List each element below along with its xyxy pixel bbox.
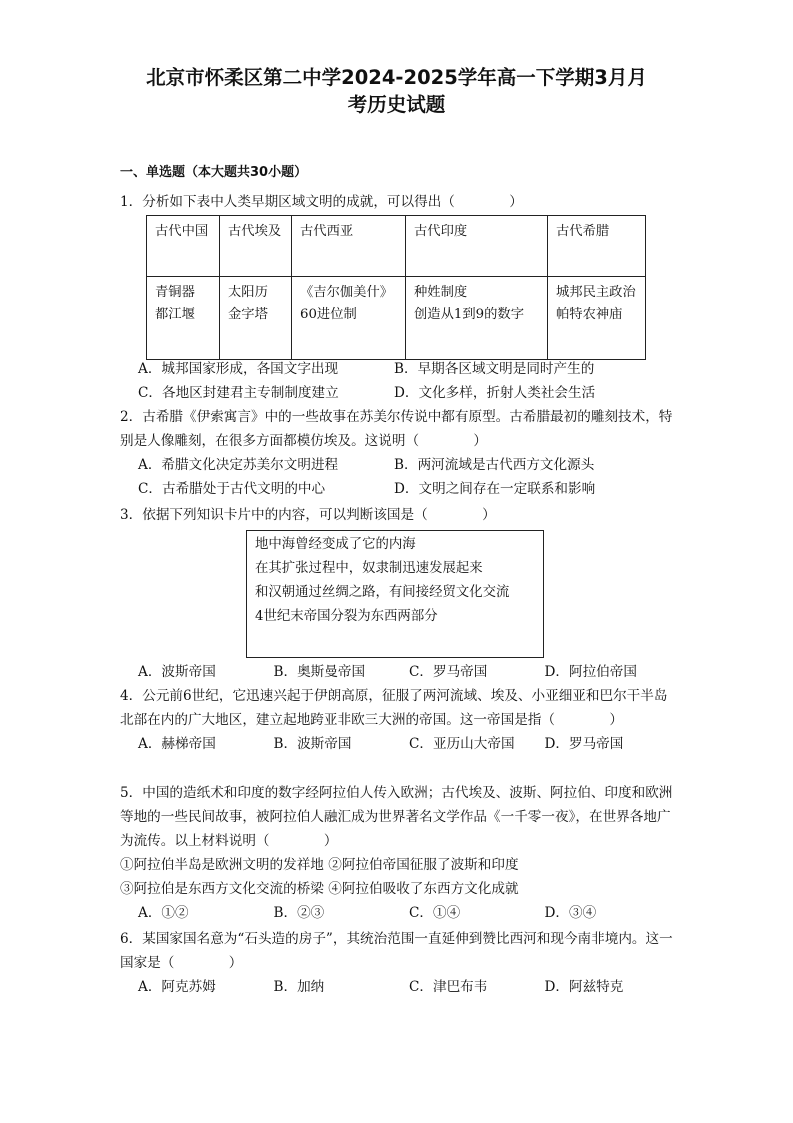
- option-a: A．阿克苏姆: [138, 979, 216, 995]
- table-header-row: [147, 216, 646, 277]
- card-line: 4世纪末帝国分裂为东西两部分: [255, 609, 438, 624]
- question-3-options: [120, 660, 680, 684]
- option-b: B．波斯帝国: [273, 736, 352, 752]
- table-header-cell: 古代希腊: [548, 216, 646, 277]
- table-row: [147, 277, 646, 360]
- table-cell: 城邦民主政治 帕特农神庙: [548, 277, 646, 360]
- option-a: A．波斯帝国: [138, 664, 216, 680]
- question-6-stem: 6．某国家国名意为“石头造的房子”，其统治范围一直延伸到赞比西河和现今南非境内。这一国家是（ ）: [120, 931, 673, 971]
- option-b: B．加纳: [273, 979, 325, 995]
- title-line-2: 考历史试题: [347, 93, 446, 116]
- statement-line: ③阿拉伯是东西方文化交流的桥梁 ④阿拉伯吸收了东西方文化成就: [120, 881, 519, 897]
- civilization-table: [146, 215, 646, 360]
- question-6: [120, 927, 680, 999]
- option-b: B．②③: [273, 905, 325, 921]
- option-d: D．罗马帝国: [544, 736, 624, 752]
- question-4: [120, 684, 680, 756]
- question-2: [120, 405, 680, 501]
- table-header-cell: 古代中国: [147, 216, 220, 277]
- section-heading: 一、单选题（本大题共30小题）: [120, 165, 308, 180]
- option-c: C．①④: [409, 905, 461, 921]
- knowledge-card: [246, 530, 544, 658]
- table-cell: 种姓制度 创造从1到9的数字: [406, 277, 548, 360]
- question-3: [120, 503, 680, 527]
- option-b: B．早期各区域文明是同时产生的: [394, 361, 595, 377]
- table-header-cell: 古代埃及: [220, 216, 292, 277]
- option-c: C．津巴布韦: [409, 979, 488, 995]
- option-d: D．③④: [544, 905, 597, 921]
- option-d: D．文明之间存在一定联系和影响: [394, 481, 596, 497]
- question-1-stem: 1．分析如下表中人类早期区域文明的成就，可以得出（ ）: [120, 194, 523, 210]
- title-line-1: 北京市怀柔区第二中学2024-2025学年高一下学期3月月: [146, 66, 647, 89]
- exam-title: [0, 64, 793, 118]
- option-a: A．①②: [138, 905, 189, 921]
- question-4-stem: 4．公元前6世纪，它迅速兴起于伊朗高原，征服了两河流域、埃及、小亚细亚和巴尔干半岛北部在内的广大地区，建立起地跨亚非欧三大洲的帝国。这一帝国是指（ ）: [120, 688, 668, 728]
- question-1-options: [120, 357, 680, 405]
- option-a: A．希腊文化决定苏美尔文明进程: [138, 457, 339, 473]
- option-d: D．文化多样，折射人类社会生活: [394, 385, 596, 401]
- option-c: C．罗马帝国: [409, 664, 488, 680]
- option-b: B．奥斯曼帝国: [273, 664, 366, 680]
- option-d: D．阿兹特克: [544, 979, 624, 995]
- question-2-stem: 2．古希腊《伊索寓言》中的一些故事在苏美尔传说中都有原型。古希腊最初的雕刻技术，特别是人像雕刻，在很多方面都模仿埃及。这说明（ ）: [120, 409, 673, 449]
- statement-line: ①阿拉伯半岛是欧洲文明的发祥地 ②阿拉伯帝国征服了波斯和印度: [120, 857, 519, 873]
- option-c: C．亚历山大帝国: [409, 736, 515, 752]
- card-line: 在其扩张过程中，奴隶制迅速发展起来: [255, 561, 483, 576]
- option-b: B．两河流域是古代西方文化源头: [394, 457, 595, 473]
- option-d: D．阿拉伯帝国: [544, 664, 637, 680]
- question-5-stem: 5．中国的造纸术和印度的数字经阿拉伯人传入欧洲；古代埃及、波斯、阿拉伯、印度和欧洲等地的一些民间故事，被阿拉伯人融汇成为世界著名文学作品《一千零一夜》，在世界各地广为流传。以上材料说明（ ）: [120, 785, 673, 849]
- card-line: 地中海曾经变成了它的内海: [255, 537, 416, 552]
- question-1: [120, 190, 680, 214]
- question-5: [120, 781, 680, 925]
- table-cell: 《吉尔伽美什》 60进位制: [292, 277, 406, 360]
- table-header-cell: 古代西亚: [292, 216, 406, 277]
- option-c: C．古希腊处于古代文明的中心: [138, 481, 326, 497]
- option-a: A．赫梯帝国: [138, 736, 216, 752]
- card-line: 和汉朝通过丝绸之路，有间接经贸文化交流: [255, 585, 510, 600]
- table-cell: 青铜器 都江堰: [147, 277, 220, 360]
- table-header-cell: 古代印度: [406, 216, 548, 277]
- option-a: A．城邦国家形成，各国文字出现: [138, 361, 339, 377]
- table-cell: 太阳历 金字塔: [220, 277, 292, 360]
- option-c: C．各地区封建君主专制制度建立: [138, 385, 339, 401]
- question-3-stem: 3．依据下列知识卡片中的内容，可以判断该国是（ ）: [120, 507, 496, 523]
